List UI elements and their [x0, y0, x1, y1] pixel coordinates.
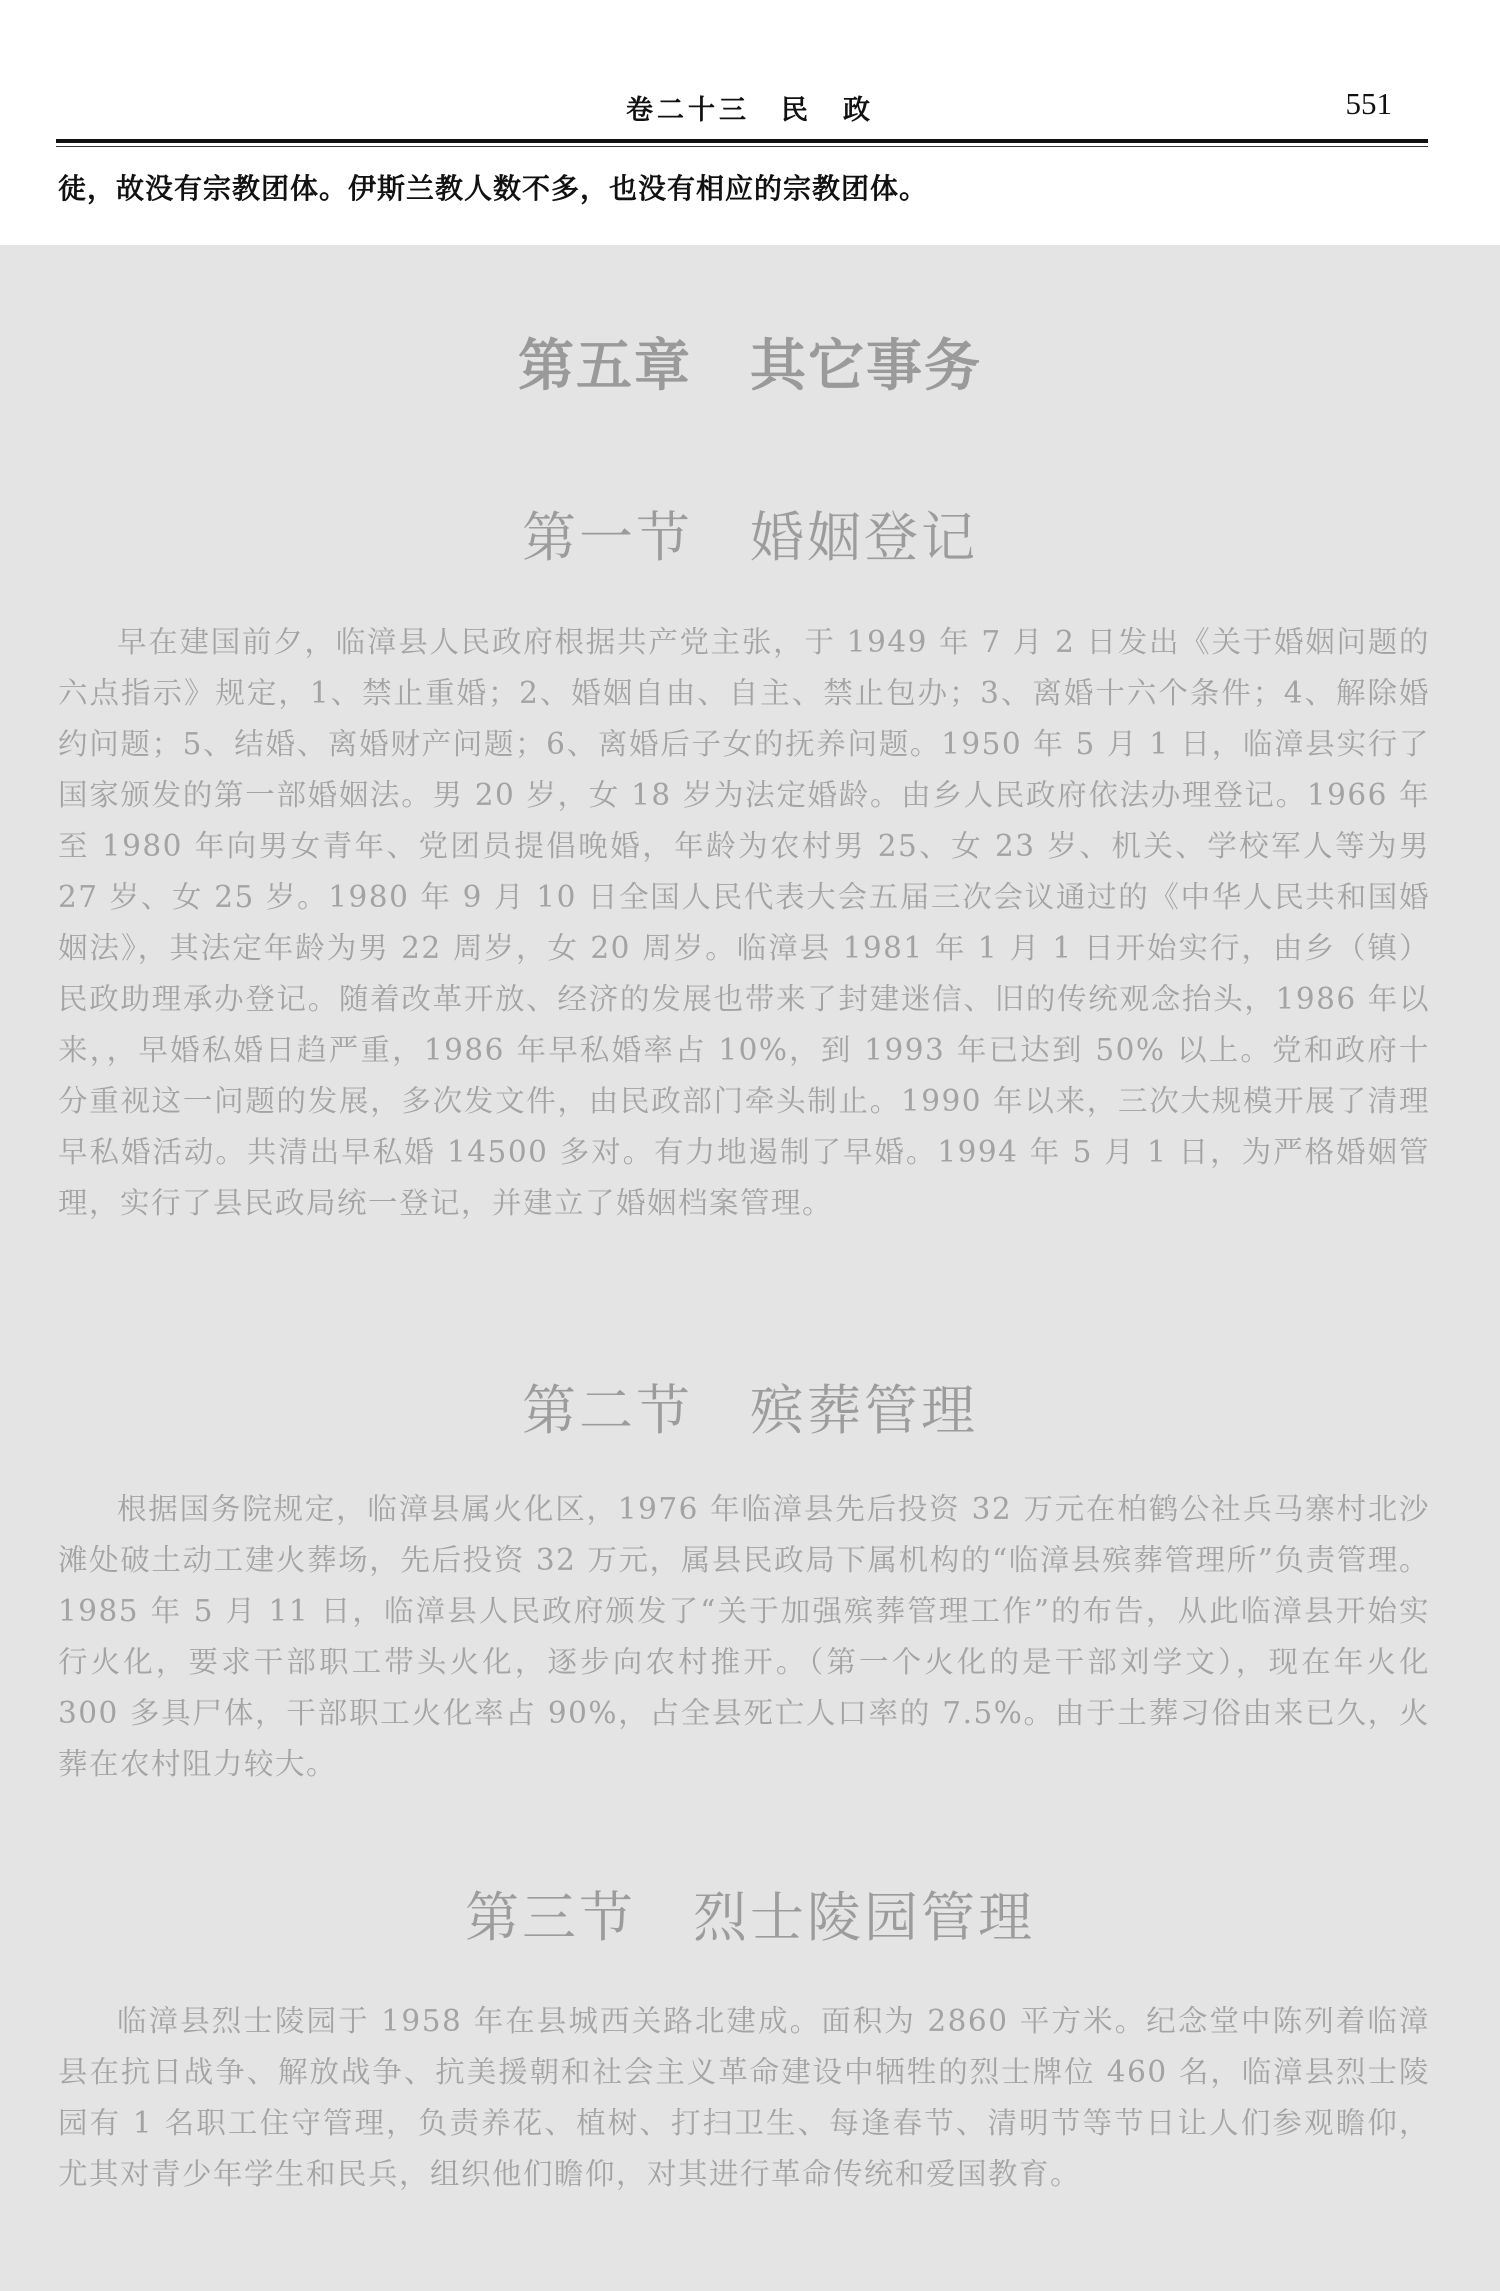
page-number: 551	[1345, 86, 1392, 121]
header-rule-thin	[56, 146, 1428, 147]
section-title-funeral-management: 第二节 殡葬管理	[522, 1379, 978, 1442]
section-title-martyrs-cemetery: 第三节 烈士陵园管理	[465, 1886, 1035, 1949]
carryover-paragraph: 徒，故没有宗教团体。伊斯兰教人数不多，也没有相应的宗教团体。	[58, 172, 929, 205]
page-header	[0, 0, 1500, 160]
section-body-marriage-registration: 早在建国前夕，临漳县人民政府根据共产党主张，于 1949 年 7 月 2 日发出《关于婚姻问题的六点指示》规定，1、禁止重婚；2、婚姻自由、自主、禁止包办；3、离婚十六个条件；4、解除婚约问题；5、结婚、离婚财产问题；6、离婚后子女的抚养问题。1950 年 5 月 1 日，临漳县实行了国家颁发的第一部婚姻法。男 20 岁，女 18 岁为法定婚龄。由乡人民政府依法办理登记。1966 年至 1980 年向男女青年、党团员提倡晚婚，年龄为农村男 25、女 23 岁、机关、学校军人等为男 27 岁、女 25 岁。1980 年 9 月 10 日全国人民代表大会五届三次会议通过的《中华人民共和国婚姻法》，其法定年龄为男 22 周岁，女 20 周岁。临漳县 1981 年 1 月 1 日开始实行，由乡（镇）民政助理承办登记。随着改革开放、经济的发展也带来了封建迷信、旧的传统观念抬头，1986 年以来，，早婚私婚日趋严重，1986 年早私婚率占 10%，到 1993 年已达到 50% 以上。党和政府十分重视这一问题的发展，多次发文件，由民政部门牵头制止。1990 年以来，三次大规模开展了清理早私婚活动。共清出早私婚 14500 多对。有力地遏制了早婚。1994 年 5 月 1 日，为严格婚姻管理，实行了县民政局统一登记，并建立了婚姻档案管理。	[58, 625, 1430, 1220]
running-title: 卷二十三 民 政	[626, 95, 874, 126]
header-rule-thick	[56, 139, 1428, 143]
section-body-funeral-management: 根据国务院规定，临漳县属火化区，1976 年临漳县先后投资 32 万元在柏鹤公社兵马寨村北沙滩处破土动工建火葬场，先后投资 32 万元，属县民政局下属机构的“临漳县殡葬管理所”负责管理。1985 年 5 月 11 日，临漳县人民政府颁发了“关于加强殡葬管理工作”的布告，从此临漳县开始实行火化，要求干部职工带头火化，逐步向农村推开。（第一个火化的是干部刘学文），现在年火化 300 多具尸体，干部职工火化率占 90%，占全县死亡人口率的 7.5%。由于土葬习俗由来已久，火葬在农村阻力较大。	[58, 1492, 1430, 1781]
section-body-martyrs-cemetery: 临漳县烈士陵园于 1958 年在县城西关路北建成。面积为 2860 平方米。纪念堂中陈列着临漳县在抗日战争、解放战争、抗美援朝和社会主义革命建设中牺牲的烈士牌位 460 名，临漳县烈士陵园有 1 名职工住守管理，负责养花、植树、打扫卫生、每逢春节、清明节等节日让人们参观瞻仰，尤其对青少年学生和民兵，组织他们瞻仰，对其进行革命传统和爱国教育。	[58, 2004, 1430, 2191]
chapter-title: 第五章 其它事务	[518, 333, 982, 399]
section-title-marriage-registration: 第一节 婚姻登记	[522, 506, 978, 569]
